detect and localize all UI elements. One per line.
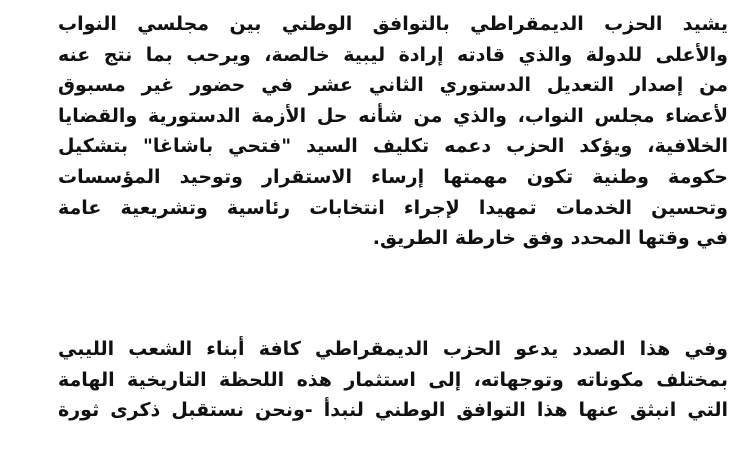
text-line: التي انبثق عنها هذا التوافق الوطني لنبدأ -ونحن نستقبل ذكرى ثورة [58,399,728,422]
paragraph-1 [58,9,728,254]
text-line: لأعضاء مجلس النواب، والذي من شأنه حل الأزمة الدستورية والقضايا [58,104,728,127]
paragraph-2 [58,334,728,426]
text-line: حكومة وطنية تكون مهمتها إرساء الاستقرار وتوحيد المؤسسات [58,165,728,188]
text-line: بمختلف مكوناته وتوجهاته، إلى استثمار هذه اللحظة التاريخية الهامة [58,368,728,391]
text-line: من إصدار التعديل الدستوري الثاني عشر في حضور غير مسبوق [58,74,728,97]
text-line: وفي هذا الصدد يدعو الحزب الديمقراطي كافة أبناء الشعب الليبي [58,338,728,360]
text-line: الخلافية، ويؤكد الحزب دعمه تكليف السيد "فتحي باشاغا" بتشكيل [58,135,728,158]
text-line: والأعلى للدولة والذي قادته إرادة ليبية خالصة، ويرحب بما نتج عنه [58,43,728,66]
text-line: في وقتها المحدد وفق خارطة الطريق. [372,227,728,250]
text-line: وتحسين الخدمات تمهيدا لإجراء انتخابات رئاسية وتشريعية عامة [58,196,728,219]
text-line: يشيد الحزب الديمقراطي بالتوافق الوطني بين مجلسي النواب [58,13,728,35]
